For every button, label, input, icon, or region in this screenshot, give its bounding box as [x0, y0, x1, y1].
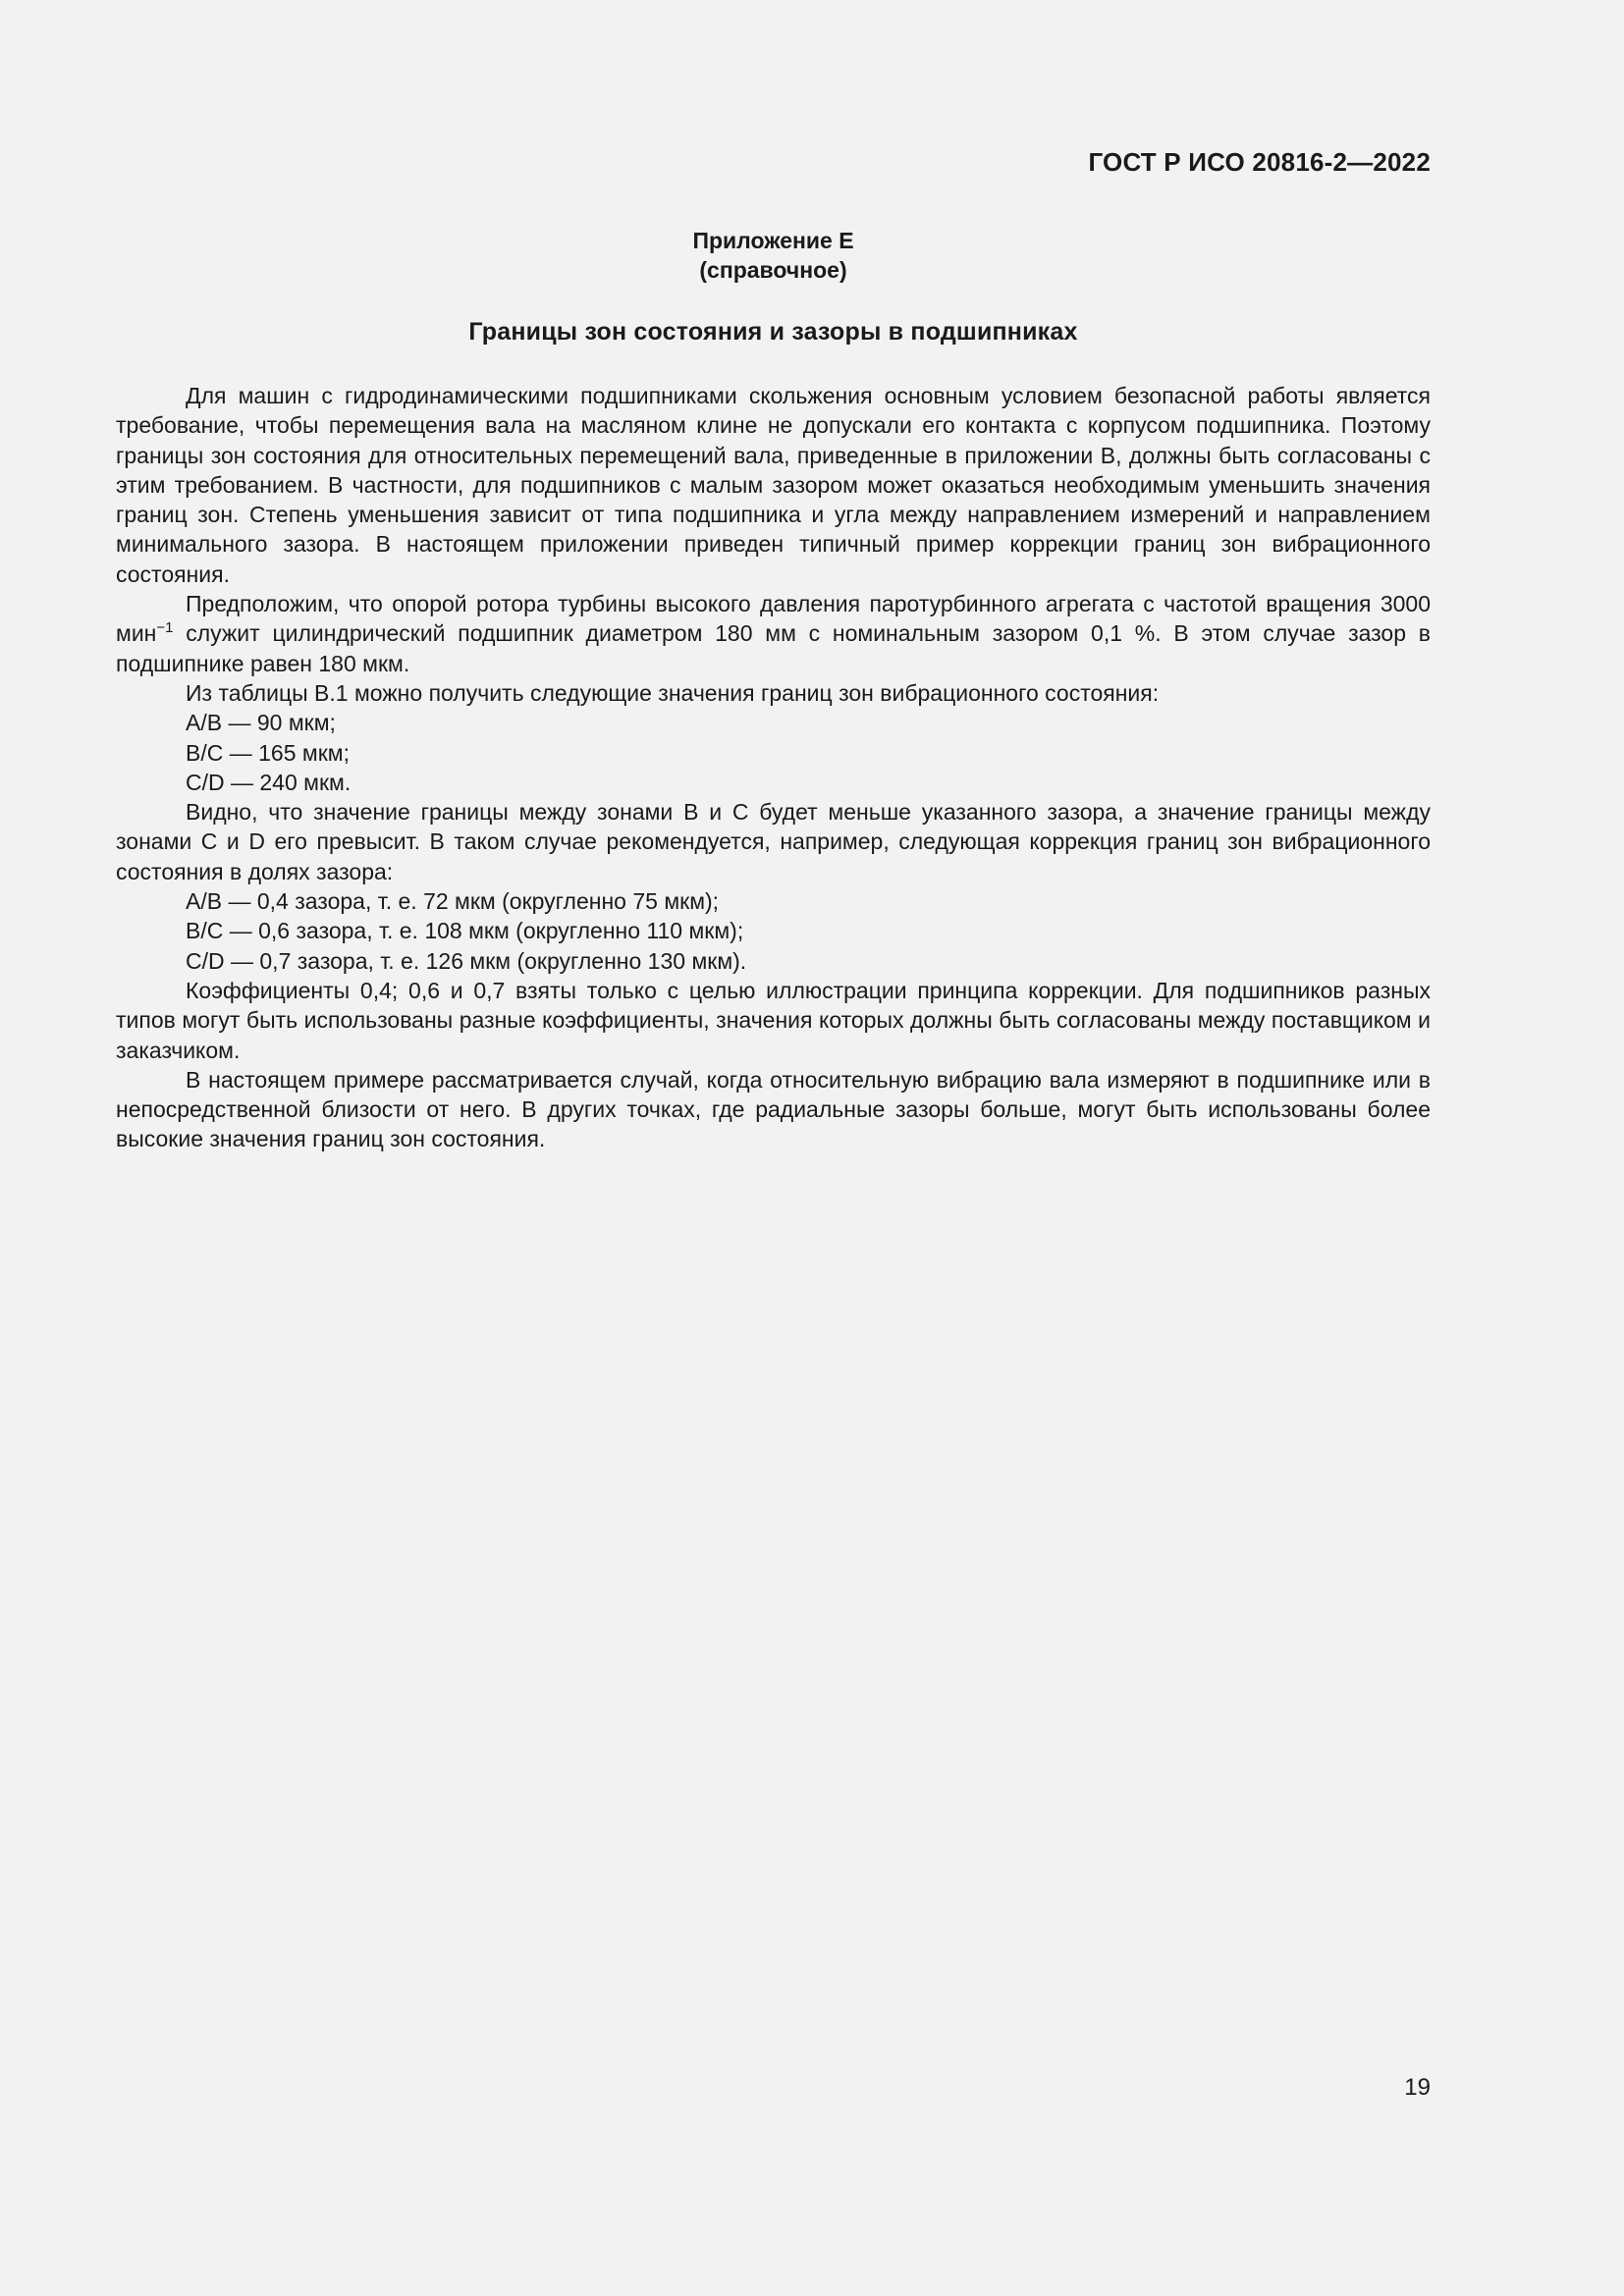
annex-label: Приложение Е: [692, 228, 854, 253]
paragraph-3: Из таблицы В.1 можно получить следующие значения границ зон вибрационного состояния:: [186, 679, 1160, 706]
paragraph-4: Видно, что значение границы между зонами В и С будет меньше указанного зазора, а значение границы между зонами С и D его превысит. В таком случае рекомендуется, например, следующая коррекция границ зон вибрационного состояния в долях зазора:: [116, 799, 1431, 884]
corrected-item-ab: A/B — 0,4 зазора, т. е. 72 мкм (округленно 75 мкм);: [186, 888, 720, 915]
page-number: 19: [1404, 2074, 1431, 2101]
list-item-bc: B/C — 165 мкм;: [186, 739, 350, 766]
list-item-cd: C/D — 240 мкм.: [186, 769, 352, 795]
annex-title: Границы зон состояния и зазоры в подшипниках: [468, 318, 1078, 346]
paragraph-1: Для машин с гидродинамическими подшипниками скольжения основным условием безопасной работы является требование, чтобы перемещения вала на масляном клине не допускали его контакта с корпусом подшипника. Поэтому границы зон состояния для относительных перемещений вала, приведенные в приложении В, должны быть согласованы с этим требованием. В частности, для подшипников с малым зазором может оказаться необходимым уменьшить значения границ зон. Степень уменьшения зависит от типа подшипника и угла между направлением измерений и направлением минимального зазора. В настоящем приложении приведен типичный пример коррекции границ зон вибрационного состояния.: [116, 383, 1431, 587]
paragraph-2-part-1: Предположим, что опорой ротора турбины высокого давления паротурбинного агрегата с частотой вращения 3000 мин: [116, 591, 1431, 647]
paragraph-5: Коэффициенты 0,4; 0,6 и 0,7 взяты только с целью иллюстрации принципа коррекции. Для подшипников разных типов могут быть использованы разные коэффициенты, значения которых должны быть согласованы между поставщиком и заказчиком.: [116, 977, 1431, 1063]
corrected-item-cd: C/D — 0,7 зазора, т. е. 126 мкм (округленно 130 мкм).: [186, 947, 747, 974]
paragraph-6: В настоящем примере рассматривается случай, когда относительную вибрацию вала измеряют в подшипнике или в непосредственной близости от него. В других точках, где радиальные зазоры больше, могут быть использованы более высокие значения границ зон состояния.: [116, 1066, 1431, 1152]
superscript-exponent: −1: [156, 619, 174, 637]
list-item-ab: A/B — 90 мкм;: [186, 710, 336, 736]
annex-heading: [116, 226, 1431, 285]
annex-status: (справочное): [699, 257, 847, 283]
document-page: [116, 0, 1431, 2296]
body-text: [116, 381, 1431, 1154]
document-code: ГОСТ Р ИСО 20816-2—2022: [1088, 147, 1431, 177]
corrected-item-bc: B/C — 0,6 зазора, т. е. 108 мкм (округленно 110 мкм);: [186, 918, 744, 944]
paragraph-2-part-2: служит цилиндрический подшипник диаметром 180 мм с номинальным зазором 0,1 %. В этом случае зазор в подшипнике равен 180 мкм.: [116, 620, 1431, 676]
paragraph-2: [116, 589, 1431, 678]
